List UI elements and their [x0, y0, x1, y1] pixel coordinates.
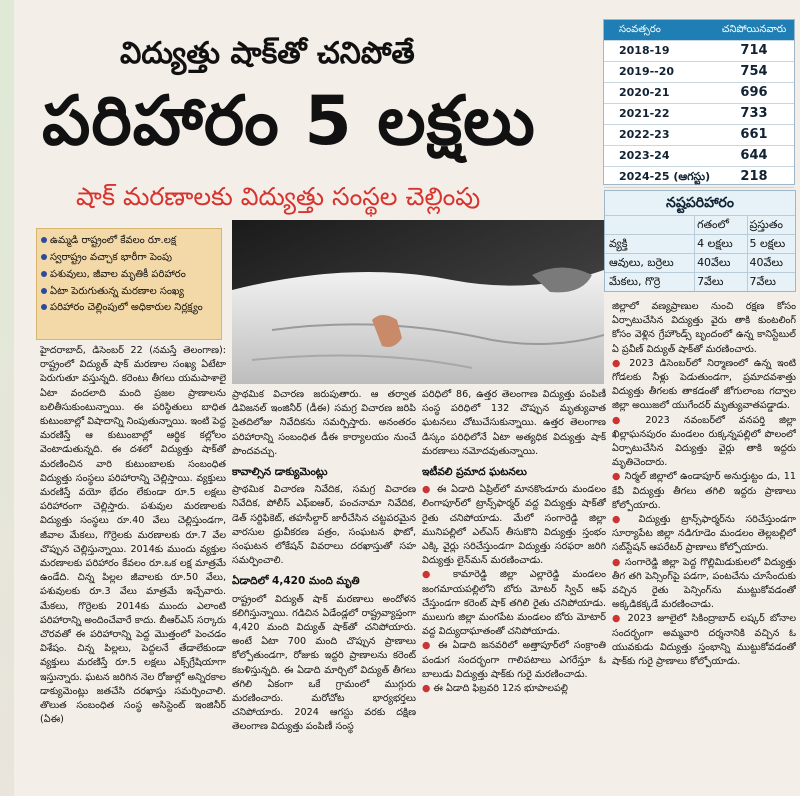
highlight-text: స్వరాష్ట్రం వచ్చాక భారీగా పెంపు: [50, 252, 172, 263]
incident-item: [612, 470, 796, 513]
incident-item: [422, 682, 606, 696]
stats-row: [604, 104, 794, 125]
comp-now: 7వేలు: [747, 273, 796, 291]
bullet-icon: ●: [612, 357, 630, 369]
highlight-item: [41, 249, 217, 266]
comp-category: మేకలు, గొర్రె: [609, 275, 661, 288]
covered-body-illustration: [232, 220, 604, 384]
incident-text: నిర్మల్ జిల్లాలో ఉండాపూర్ అనుర్తుట్టం డు, 11 కేవీ విద్యుత్తు తీగలు తగిలి ఇద్దరు ప్రాణాలు కోల్పోయారు.: [612, 471, 796, 511]
column-3-text-a: పరిధిలో 86, ఉత్తర తెలంగాణ విద్యుత్తు పంపిణీ సంస్థ పరిధిలో 132 చొప్పున మృత్యువాత ఘటనలు చోటుచేసుకున్నాయి. ఉత్తర తెలంగాణ డిస్కం పరిధిలోనే ఏటా అత్యధిక విద్యుత్తు షాక్ మరణాలు నమోదవుతున్నాయి.: [422, 389, 606, 457]
stats-year: 2022-23: [619, 128, 670, 141]
incident-item: [422, 639, 606, 682]
stats-deaths: 733: [740, 106, 768, 121]
headline-kicker: విద్యుత్తు షాక్‌తో చనిపోతే: [120, 36, 415, 71]
highlight-text: పరిహారం చెల్లింపులో అధికారుల నిర్లక్ష్యం: [50, 302, 203, 313]
column-2-text-b: ప్రాథమిక విచారణ నివేదిక, సమగ్ర విచారణ నివేదిక, పోలీస్ ఎఫ్ఐఆర్, పంచనామా నివేదిక, డెత్ సర్టిఫికెట్, తహసీల్దార్ జారీచేసిన చట్టపరమైన వారసుల ధ్రువీకరణ పత్రం, సంఘటన ఫొటో, సంఘటన లోకేషన్ వివరాలు దరఖాస్తుతో సహ సమర్పించాలి.: [232, 484, 416, 567]
compensation-table: [604, 190, 796, 292]
highlight-item: [41, 283, 217, 300]
comp-before: 7వేలు: [694, 273, 746, 291]
stats-year: 2018-19: [619, 44, 670, 57]
incident-text: 2023 జూలైలో సికింద్రాబాద్ లష్కర్ బోనాల సందర్భంగా అమ్మవారి దర్శనానికి వచ్చిన ఓ యువకుడు విద్యుత్తు స్తంభాన్ని ముట్టుకోవడంతో షాక్‌కు గురై ప్రాణాలు కోల్పోయాడు.: [612, 613, 796, 668]
incident-item: [612, 414, 796, 471]
stats-deaths: 644: [740, 148, 768, 163]
stats-row: [604, 167, 794, 188]
highlights-box: [36, 228, 222, 340]
incident-item: [422, 483, 606, 568]
article-column-2: [232, 388, 416, 790]
article-column-1: [40, 344, 226, 790]
bullet-icon: ●: [422, 683, 434, 695]
highlight-item: [41, 300, 217, 316]
bullet-dot-icon: [41, 271, 47, 277]
compensation-row: [605, 272, 795, 291]
comp-before: 40వేలు: [694, 254, 746, 272]
stats-deaths: 661: [740, 127, 768, 142]
stats-deaths: 754: [740, 64, 768, 79]
comp-before: 4 లక్షలు: [694, 235, 746, 253]
deaths-subheading: ఏడాదిలో 4,420 మంది మృతి: [232, 575, 360, 588]
highlight-text: ఉమ్మడి రాష్ట్రంలో కేవలం రూ.లక్ష: [50, 235, 177, 246]
column-2-text-c: రాష్ట్రంలో విద్యుత్ షాక్ మరణాలు అందోళన కలిగిస్తున్నాయి. గడిచిన ఏడేండ్లలో రాష్ట్రవ్యాప్తంగా 4,420 మంది విద్యుత్ షాక్‌తో చనిపోయారు. అంటే ఏటా 700 మంది చొప్పున ప్రాణాలు కోల్పోతుండగా, రోజుకు ఇద్దరి ప్రాణాలను కరెంట్ కబళిస్తున్నది. ఈ ఏడాది మార్చిలో విద్యుత్ తీగలు తగిలి ఏకంగా ఒకే గ్రామంలో ముగ్గురు మరణించారు. మరోచోట భార్యభర్తలు చనిపోయారు. 2024 ఆగస్టు వరకు దక్షిణ తెలంగాణ విద్యుత్తు పంపిణీ సంస్థ: [232, 593, 416, 733]
comp-now: 5 లక్షలు: [747, 235, 796, 253]
comp-category: ఆవులు, బర్రెలు: [609, 256, 674, 269]
comp-now: 40వేలు: [747, 254, 796, 272]
bullet-icon: ●: [612, 414, 646, 426]
highlight-text: పశువులు, జీవాల మృతికీ పరిహారం: [50, 269, 186, 280]
comp-category: వ్యక్తి: [609, 237, 628, 250]
highlight-item: [41, 232, 217, 249]
highlight-text: ఏటా పెరుగుతున్న మరణాల సంఖ్య: [50, 286, 184, 297]
incident-text: విద్యుత్తు ట్రాన్స్‌ఫార్మర్‌ను సరిచేస్తుండగా సూర్యాపేట జిల్లా నడిగూడెం మండలం తెల్లబల్లిలో సబ్‌స్టేషన్ ఆపరేటర్ ప్రాణాలు కోల్పోయారు.: [612, 514, 796, 554]
stats-deaths: 218: [740, 169, 768, 184]
stats-year: 2020-21: [619, 86, 670, 99]
deaths-stats-table: [603, 19, 795, 185]
column-2-text-a: ప్రాథమిక విచారణ జరుపుతారు. ఆ తర్వాత డివిజనల్ ఇంజినీర్ (డీఈ) సమగ్ర విచారణ జరిపి సైతదిలోజు నివేదికను సమర్పిస్తారు. అనంతరం పరిహారాన్ని సంబంధిత డీఈ కార్యాలయం నుంచే పొందవచ్చు.: [232, 389, 416, 457]
highlight-item: [41, 266, 217, 283]
incidents-subheading: ఇటీవలి ప్రమాద ఘటనలు: [422, 466, 527, 479]
comp-header-blank: [605, 216, 694, 234]
bullet-dot-icon: [41, 288, 47, 294]
incident-item: [612, 513, 796, 556]
bullet-dot-icon: [41, 254, 47, 260]
news-photo: [232, 220, 604, 384]
incident-text: కామారెడ్డి జిల్లా ఎల్లారెడ్డి మండలం జంగమాయపల్లిలోని బోరు మోటర్ స్విచ్ ఆఫ్ చేస్తుండగా కరెంట్ షాక్ తగిలి రైతు చనిపోయాడు. ములుగు జిల్లా మంగపేట మండలం బోరు మోటార్ వద్ద విద్యుదాఘాతంతో చనిపోయాడు.: [422, 569, 606, 638]
stats-header-deaths: చనిపోయినవారు: [721, 24, 787, 35]
incident-item: [612, 556, 796, 613]
stats-row: [604, 125, 794, 146]
stats-deaths: 714: [740, 43, 768, 58]
incident-text: ఈ ఏడాది ఏప్రిల్‌లో మానకొండూరు మండలం లింగాపూర్‌లో ట్రాన్స్‌ఫార్మర్ వద్ద విద్యుత్తు షాక్‌తో రైతు చనిపోయాడు. మేలో సంగారెడ్డి జిల్లా మునిపల్లిలో ఎల్ఎస్ తీసుకొని విద్యుత్తు స్తంభం ఎక్కి వైర్లు సరిచేస్తుండగా విద్యుత్తు సరఫరా జరిగి విద్యుత్తు లైన్‌మన్ మరణించాడు.: [422, 484, 606, 567]
incident-text: సంగారెడ్డి జిల్లా పెద్ద గొల్లిమిడుకులలో విద్యుత్తు తీగ తగి పెన్సింగ్‌పై పడగా, పంటచేను చూసేందుకు వచ్చిన రైతు పెన్సింగ్‌ను ముట్టుకోవడంతో అక్కడికక్కడే మరణించాడు.: [612, 556, 796, 611]
column-4-text-a: జిల్లాలో వణ్యప్రాణుల నుంచి రక్షణ కోసం ఏర్పాటుచేసిన విద్యుత్తు వైరు తాకి కుంటలింగ్ కోసం వెళ్లిన గ్రేహౌండ్స్ బృందంలో ఉన్న కానిస్టేబుల్ ఏ ప్రవీణ్ విద్యుత్ షాక్‌తో మరణించారు.: [612, 301, 796, 355]
left-margin-strip: [0, 0, 14, 796]
stats-year: 2021-22: [619, 107, 670, 120]
incident-text: 2023 నవంబర్‌లో వనపర్తి జిల్లా ఖిల్లాఘనపురం మండలం రుక్కన్నపల్లిలో పొలంలో ఏర్పాటుచేసిన విద్యుత్తు వైర్లు తాకి ఇద్దరు మృతిచెందారు.: [612, 414, 796, 469]
compensation-header-row: [605, 215, 795, 234]
incident-text: 2023 డిసెంబర్‌లో నిర్మాణంలో ఉన్న ఇంటి గోడలకు నీళ్లు పెడుతుండగా, ప్రమాదవశాత్తు విద్యుత్తు తీగలకు తాకడంతో జోగులాంబ గద్వాల జిల్లా అయిజలో యుగేందర్ మృత్యువాతపడ్డాడు.: [612, 357, 796, 412]
compensation-row: [605, 253, 795, 272]
stats-row: [604, 146, 794, 167]
comp-header-now: ప్రస్తుతం: [747, 216, 796, 234]
article-column-3: [422, 388, 606, 790]
stats-header-row: [604, 20, 794, 41]
compensation-title: నష్టపరిహారం: [666, 195, 734, 211]
bullet-icon: ●: [612, 613, 628, 625]
stats-year: 2019--20: [619, 65, 675, 78]
comp-header-before: గతంలో: [694, 216, 746, 234]
bullet-icon: ●: [422, 640, 438, 652]
bullet-dot-icon: [41, 237, 47, 243]
incident-item: [612, 357, 796, 414]
column-1-text: హైదరాబాద్, డిసెంబర్ 22 (నమస్తే తెలంగాణ): రాష్ట్రంలో విద్యుత్ షాక్ మరణాల సంఖ్య ఏటేటా పెరుగుతూ వస్తున్నది. కరెంటు తీగలు యమపాశాలై ఏటా వందలాది మంది ప్రజల ప్రాణాలను బలితీసుకుంటున్నాయి. ఈ పరిస్థితులు బాధిత కుటుంబాల్లో విషాదాన్ని నింపుతున్నాయి. ఇంటి పెద్ద మరణిస్తే ఆ కుటుంబాల్లో ఆర్థిక కల్లోలం వెంటాడుతున్నది. ఈ దశలో విద్యుత్తు షాక్‌తో మరణించిన వారి కుటుంబాలకు సంబంధిత విద్యుత్తు సంస్థలు పరిహారాన్ని చెల్లిస్తాయి. వ్యక్తులు మరణిస్తే వయో భేదం లేకుండా రూ.5 లక్షలు పరిహారంగా చెల్లిస్తారు. పశువుల మరణాలకు విద్యుత్తు సంస్థలు రూ.40 వేలు చెల్లిస్తుండగా, జీవాల మేకలు, గొర్రెలకు మరణాలకు రూ.7 వేల చొప్పున చెల్లిస్తున్నాయి. 2014కు ముందు వ్యక్తుల మరణాలకు పరిహారం కేవలం రూ.ఒక లక్ష మాత్రమే ఉండేది. చిన్న పిల్లల జీవాలకు రూ.50 వేలు, పశువులకు రూ.3 వేలు మాత్రమే ఇచ్చేవారు. మేకలు, గొర్రెలకు 2014కు ముందు ఎలాంటి పరిహారాన్ని అందించేవారే కాదు. బీఆర్ఎస్ సర్కారు చొరవతో ఈ పరిహారాన్ని పెద్ద మొత్తంలో పెంచడం విశేషం. చిన్న పిల్లలు, పెద్దలనే తేడాలేకుండా వ్యక్తులు మరణిస్తే రూ.5 లక్షలు ఎక్స్‌గ్రేషియాగా ఇస్తున్నారు. ఘటన జరిగిన నెల రోజుల్లో అన్నిరకాల డాక్యుమెంట్లు జతచేసి దరఖాస్తు సమర్పించాలి. తొలుత సంబంధిత సంస్థ అసిస్టెంట్ ఇంజినీర్ (ఏఈ): [40, 345, 226, 726]
compensation-row: [605, 234, 795, 253]
article-column-4: [612, 300, 796, 790]
bullet-icon: ●: [422, 569, 453, 581]
headline-subhead: షాక్ మరణాలకు విద్యుత్తు సంస్థల చెల్లింపు: [76, 182, 481, 211]
stats-row: [604, 83, 794, 104]
stats-row: [604, 62, 794, 83]
bullet-icon: ●: [422, 484, 437, 496]
stats-deaths: 696: [740, 85, 768, 100]
bullet-dot-icon: [41, 304, 47, 310]
documents-subheading: కావాల్సిన డాక్యుమెంట్లు: [232, 466, 328, 479]
stats-year: 2023-24: [619, 149, 670, 162]
incident-text: ఈ ఏడాది జనవరిలో అత్తాపూర్‌లో సంక్రాంతి పండుగ సందర్భంగా గాలిపటాలు ఎగరేస్తూ ఓ బాలుడు విద్యుత్తు షాక్‌కు గురై మరణించాడు.: [422, 640, 606, 680]
stats-year: 2024-25 (ఆగస్టు): [619, 170, 711, 183]
stats-row: [604, 41, 794, 62]
headline-main: పరిహారం 5 లక్షలు: [42, 82, 536, 161]
bullet-icon: ●: [612, 514, 639, 526]
incident-item: [612, 612, 796, 669]
bullet-icon: ●: [612, 471, 625, 483]
incident-item: [422, 568, 606, 639]
stats-header-year: సంవత్సరం: [619, 24, 661, 35]
incident-text: ఈ ఏడాది ఫిబ్రవరి 12న భూపాలపల్లి: [433, 683, 568, 695]
bullet-icon: ●: [612, 556, 625, 568]
